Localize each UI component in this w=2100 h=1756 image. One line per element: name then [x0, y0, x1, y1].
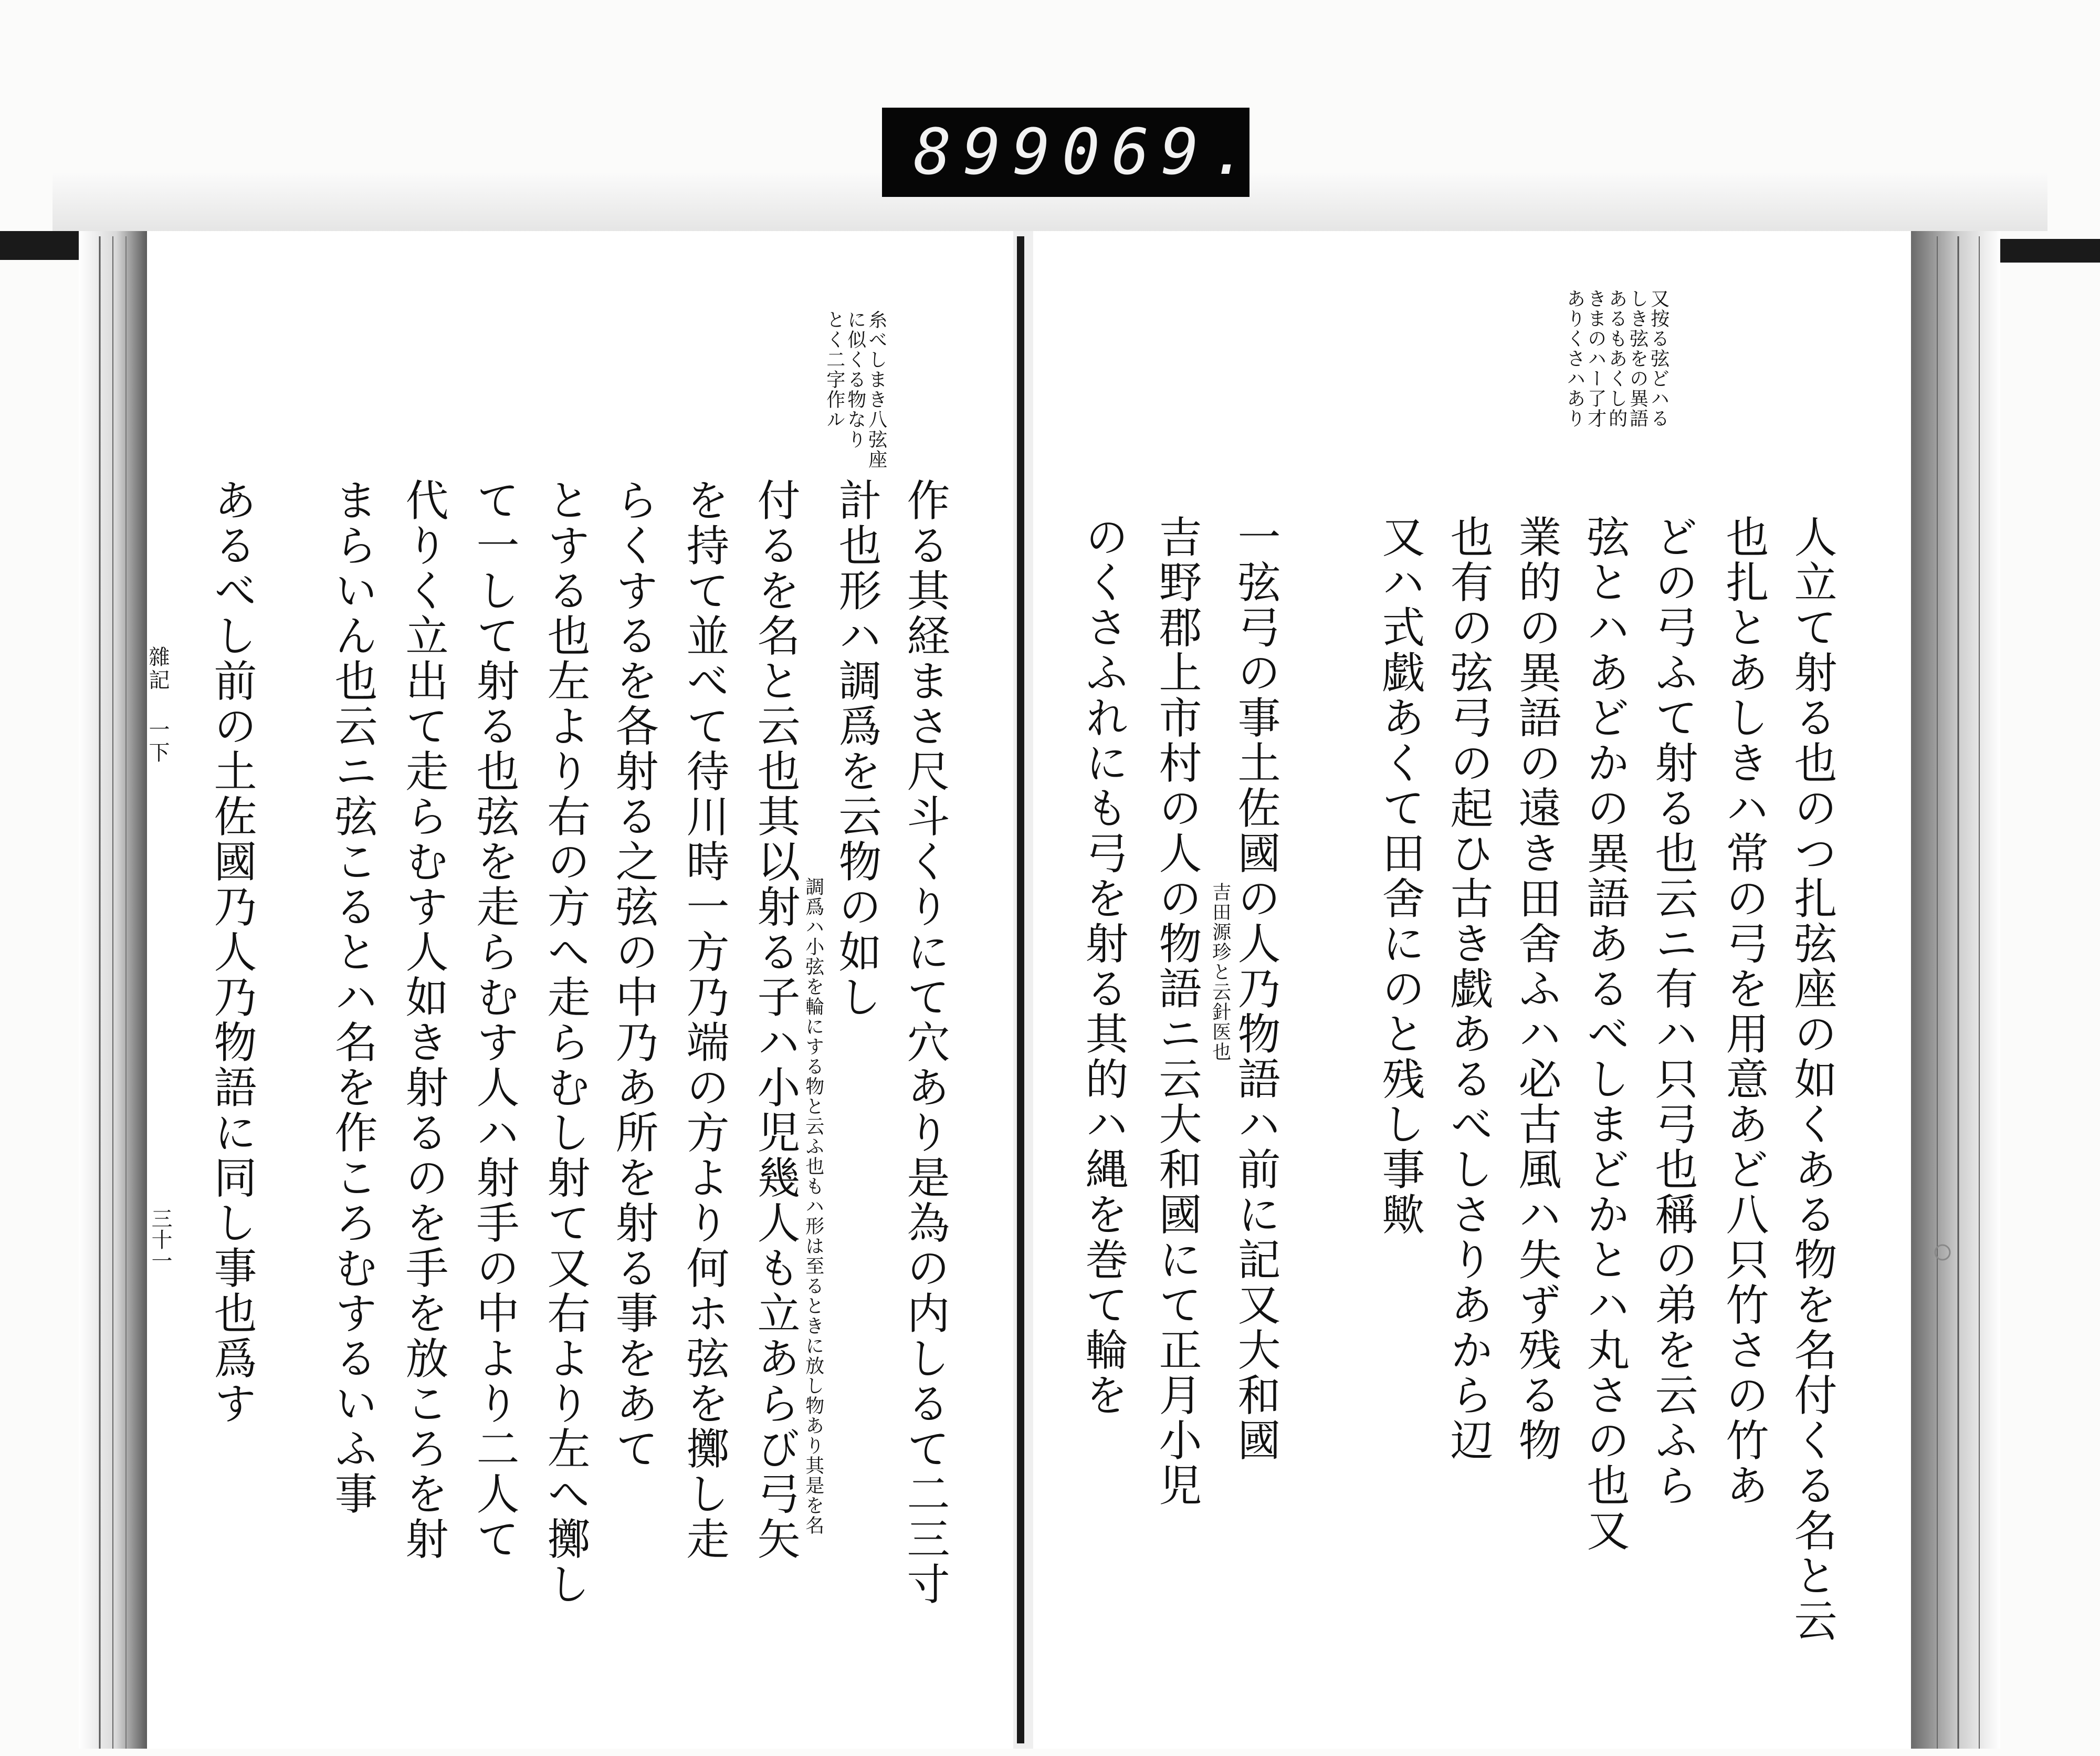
- left-headnote-2: に似くる物なり: [844, 310, 866, 450]
- right-line-10: のくさふれにも弓を射る其的ハ縄を巻て輪を: [1078, 515, 1128, 1418]
- left-line-2: 計也形ハ調爲を云物の如し: [832, 478, 881, 1020]
- left-headnote-3: とく二字作ル: [823, 310, 845, 430]
- left-line-6: とする也左より右の方へ走らむし射て又右より左へ擲し: [540, 478, 590, 1607]
- page-number: 三十一: [148, 1208, 172, 1271]
- right-line-6: 也有の弦弓の起ひ古き戯あるべしさりあから辺: [1443, 515, 1493, 1463]
- left-line-3: 付るを名と云也其以射る子ハ小児幾人も立あらび弓矢: [750, 478, 800, 1562]
- frame-number-right: 069.: [1062, 116, 1260, 189]
- left-interlinear-note: 調爲ハ小弦を輪にする物と云ふ也もハ形は至るときに放し物あり其是を名: [802, 877, 824, 1535]
- left-line-7: て一して射る也弦を走らむす人ハ射手の中より二人て: [469, 478, 519, 1562]
- frame-number-label: [882, 108, 1260, 197]
- running-head: 雜記 一下: [145, 646, 170, 765]
- right-line-5: 業的の異語の遠き田舍ふハ必古風ハ失ず残る物: [1511, 515, 1561, 1463]
- right-interlinear-note: 吉田源珍と云針医也: [1209, 882, 1231, 1062]
- left-line-9: まらいん也云ニ弦こるとハ名を作ころむするいふ事: [328, 478, 377, 1517]
- left-line-4: を持て並べて待川時一方乃端の方より何ホ弦を擲し走: [679, 478, 729, 1562]
- right-line-3: どの弓ふて射る也云ニ有ハ只弓也稱の弟を云ふら: [1648, 515, 1698, 1508]
- right-headnote-5: ありくさハあり: [1563, 289, 1586, 428]
- right-headnote-4: きまのハー了才: [1584, 289, 1606, 428]
- right-line-1: 人立て射る也のつ扎弦座の如くある物を名付くる名と云: [1787, 515, 1837, 1644]
- left-line-5: らくするを各射る之弦の中乃あ所を射る事をあて: [608, 478, 658, 1471]
- right-page: [1034, 231, 1906, 1665]
- frame-number-left: 899: [914, 116, 1062, 189]
- right-line-7: 又ハ式戯あくて田舍にのと残し事歟: [1375, 515, 1425, 1237]
- right-line-9: 吉野郡上市村の人の物語ニ云大和國にて正月小児: [1152, 515, 1202, 1508]
- left-line-1: 作る其経まさ尺斗くりにて穴あり是為の内しるて二三寸: [900, 478, 950, 1607]
- left-line-10: あるべし前の土佐國乃人乃物語に同し事也爲す: [207, 478, 257, 1426]
- right-headnote-1: 又按る弦どハる: [1647, 289, 1670, 428]
- left-headnote-1: 糸べしまき八弦座: [865, 310, 887, 469]
- right-line-8: 一弦弓の事土佐國の人乃物語ハ前に記又大和國: [1231, 515, 1280, 1463]
- left-line-8: 代りく立出て走らむす人如き射るのを手を放ころを射: [398, 478, 448, 1562]
- right-line-2: 也扎とあしきハ常の弓を用意あど八只竹さの竹あ: [1719, 515, 1769, 1508]
- left-page: [136, 231, 1013, 1665]
- right-headnote-3: あるもあくし的: [1605, 289, 1628, 428]
- right-headnote-2: しき弦をの異語: [1626, 289, 1648, 428]
- right-line-4: 弦とハあどかの異語あるべしまどかとハ丸さの也又: [1580, 515, 1630, 1553]
